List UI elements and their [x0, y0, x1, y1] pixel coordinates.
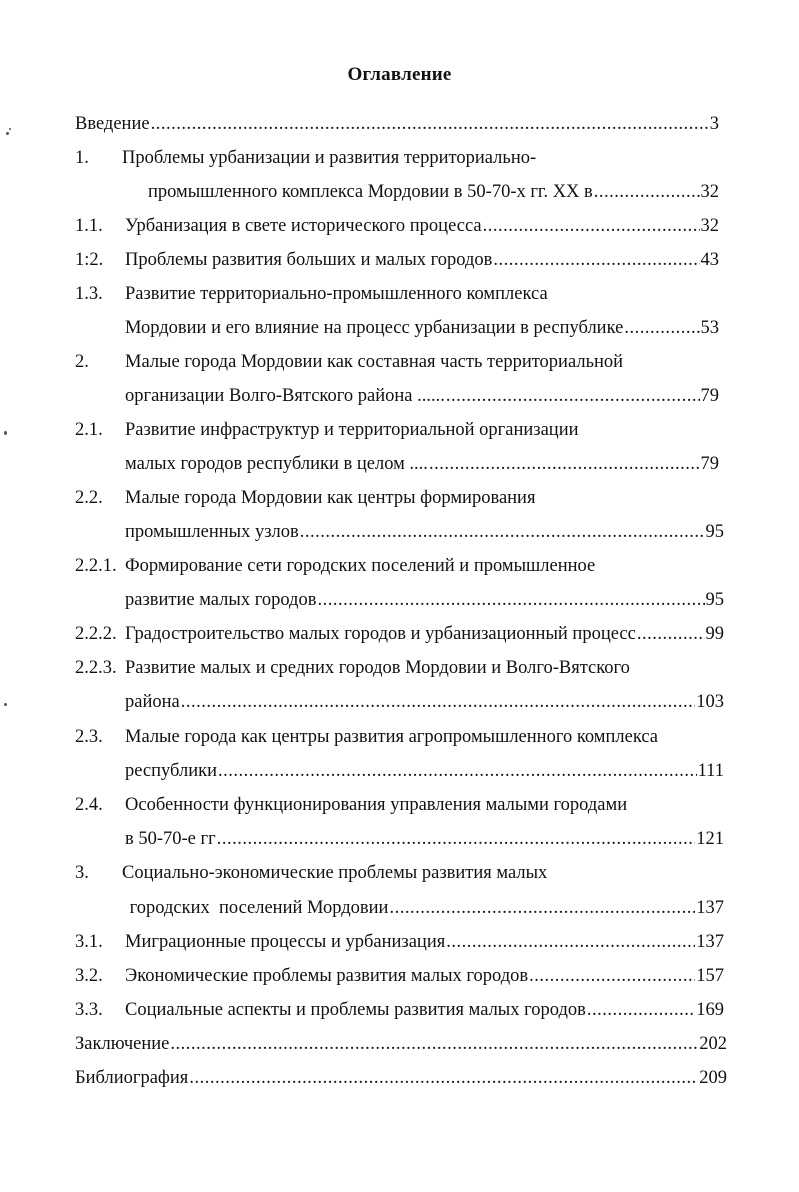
toc-section-number: 3.1. — [75, 932, 103, 952]
toc-entry-text: Малые города как центры развития агропромышленного комплекса — [125, 727, 658, 747]
toc-page-number: 169 — [696, 1000, 724, 1020]
leader-dots — [483, 214, 700, 238]
leader-dots — [446, 930, 695, 954]
toc-entry-s2-4 — [125, 827, 724, 851]
toc-page-number: 95 — [705, 590, 724, 610]
toc-page-number: 79 — [700, 454, 719, 474]
scan-speck — [6, 132, 9, 135]
toc-entry-text: Проблемы урбанизации и развития территориально- — [122, 148, 537, 168]
toc-section-number: 2. — [75, 352, 89, 372]
toc-page-number: 157 — [696, 966, 724, 986]
scan-speck — [4, 431, 7, 435]
scan-speck — [9, 128, 11, 130]
toc-page-number: 209 — [699, 1068, 727, 1088]
toc-entry-text: Заключение — [75, 1034, 170, 1054]
toc-entry-text: Малые города Мордовии как центры формирования — [125, 488, 536, 508]
toc-entry-s2-2-2 — [125, 622, 724, 646]
toc-entry-s2-1 — [125, 452, 719, 476]
toc-entry-text: организации Волго-Вятского района ...... — [125, 386, 445, 406]
toc-entry-s3-3 — [125, 998, 724, 1022]
leader-dots — [300, 520, 705, 544]
toc-section-number: 2.4. — [75, 795, 103, 815]
toc-section-number: 1. — [75, 148, 89, 168]
toc-entry-s2-2-3 — [125, 690, 724, 714]
toc-entry-s3-1 — [125, 930, 724, 954]
toc-entry-s1 — [148, 180, 719, 204]
leader-dots — [429, 452, 700, 476]
toc-section-number: 2.3. — [75, 727, 103, 747]
toc-entry-text: городских поселений Мордовии — [125, 898, 389, 918]
toc-entry-text: промышленного комплекса Мордовии в 50-70-х гг. XX в — [148, 182, 593, 202]
leader-dots — [389, 896, 695, 920]
toc-entry-text: в 50-70-е гг — [125, 829, 216, 849]
toc-entry-text: промышленных узлов — [125, 522, 299, 542]
toc-entry-intro — [75, 112, 719, 136]
leader-dots — [151, 112, 709, 136]
toc-entry-text: республики — [125, 761, 218, 781]
toc-entry-text: района — [125, 692, 180, 712]
toc-page-number: 99 — [705, 624, 724, 644]
toc-entry-text: малых городов республики в целом .... — [125, 454, 428, 474]
toc-section-number: 2.2.2. — [75, 624, 117, 644]
toc-entry-conclusion — [75, 1032, 727, 1056]
toc-page-number: 32 — [700, 216, 719, 236]
toc-section-number: 2.2.1. — [75, 556, 117, 576]
toc-page-number: 43 — [700, 250, 719, 270]
toc-entry-s2-2 — [125, 520, 724, 544]
toc-entry-s1-1 — [125, 214, 719, 238]
toc-section-number: 1.3. — [75, 284, 103, 304]
toc-page-number: 32 — [700, 182, 719, 202]
toc-page-number: 137 — [696, 932, 724, 952]
toc-entry-s1-3 — [125, 316, 719, 340]
toc-page-number: 202 — [699, 1034, 727, 1054]
toc-page-number: 121 — [696, 829, 724, 849]
toc-entry-bibliography — [75, 1066, 727, 1090]
toc-entry-text: развитие малых городов — [125, 590, 317, 610]
leader-dots — [446, 384, 700, 408]
toc-entry-text: Библиография — [75, 1068, 189, 1088]
toc-page-number: 3 — [709, 114, 719, 134]
scan-speck — [4, 703, 7, 706]
toc-section-number: 1.1. — [75, 216, 103, 236]
leader-dots — [217, 827, 696, 851]
toc-entry-text: Социальные аспекты и проблемы развития малых городов — [125, 1000, 586, 1020]
toc-entry-s3-2 — [125, 964, 724, 988]
toc-entry-s2-3 — [125, 759, 724, 783]
toc-entry-text: Развитие малых и средних городов Мордовии и Волго-Вятского — [125, 658, 630, 678]
toc-section-number: 3.3. — [75, 1000, 103, 1020]
toc-entry-text: Малые города Мордовии как составная часть территориальной — [125, 352, 624, 372]
toc-entry-text: Экономические проблемы развития малых городов — [125, 966, 529, 986]
toc-entry-text: Социально-экономические проблемы развития малых — [122, 863, 548, 883]
toc-section-number: 3.2. — [75, 966, 103, 986]
toc-entry-text: Градостроительство малых городов и урбанизационный процесс — [125, 624, 636, 644]
toc-section-number: 3. — [75, 863, 89, 883]
toc-entry-s3 — [125, 896, 724, 920]
leader-dots — [493, 248, 699, 272]
toc-entry-text: Особенности функционирования управления малыми городами — [125, 795, 628, 815]
toc-section-number: 2.1. — [75, 420, 103, 440]
toc-entry-text: Мордовии и его влияние на процесс урбанизации в республике — [125, 318, 624, 338]
toc-entry-text: Формирование сети городских поселений и промышленное — [125, 556, 596, 576]
toc-page-number: 79 — [700, 386, 719, 406]
toc-entry-text: Развитие инфраструктур и территориальной организации — [125, 420, 579, 440]
leader-dots — [594, 180, 700, 204]
leader-dots — [624, 316, 699, 340]
toc-entry-text: Проблемы развития больших и малых городов — [125, 250, 493, 270]
toc-section-number: 2.2.3. — [75, 658, 117, 678]
leader-dots — [181, 690, 696, 714]
toc-page-number: 111 — [697, 761, 724, 781]
leader-dots — [529, 964, 695, 988]
leader-dots — [189, 1066, 698, 1090]
toc-section-number: 2.2. — [75, 488, 103, 508]
toc-entry-text: Развитие территориально-промышленного комплекса — [125, 284, 548, 304]
toc-entry-text: Урбанизация в свете исторического процесса — [125, 216, 482, 236]
leader-dots — [218, 759, 697, 783]
toc-page-number: 53 — [700, 318, 719, 338]
toc-entry-text: Миграционные процессы и урбанизация — [125, 932, 446, 952]
leader-dots — [637, 622, 705, 646]
toc-entry-s1-2 — [125, 248, 719, 272]
toc-entry-s2 — [125, 384, 719, 408]
leader-dots — [317, 588, 704, 612]
leader-dots — [170, 1032, 698, 1056]
leader-dots — [587, 998, 695, 1022]
toc-page-number: 103 — [696, 692, 724, 712]
toc-entry-s2-2-1 — [125, 588, 724, 612]
toc-section-number: 1:2. — [75, 250, 104, 270]
toc-entry-text: Введение — [75, 114, 150, 134]
toc-title: Оглавление — [347, 64, 452, 85]
toc-page-number: 95 — [705, 522, 724, 542]
toc-page-number: 137 — [696, 898, 724, 918]
